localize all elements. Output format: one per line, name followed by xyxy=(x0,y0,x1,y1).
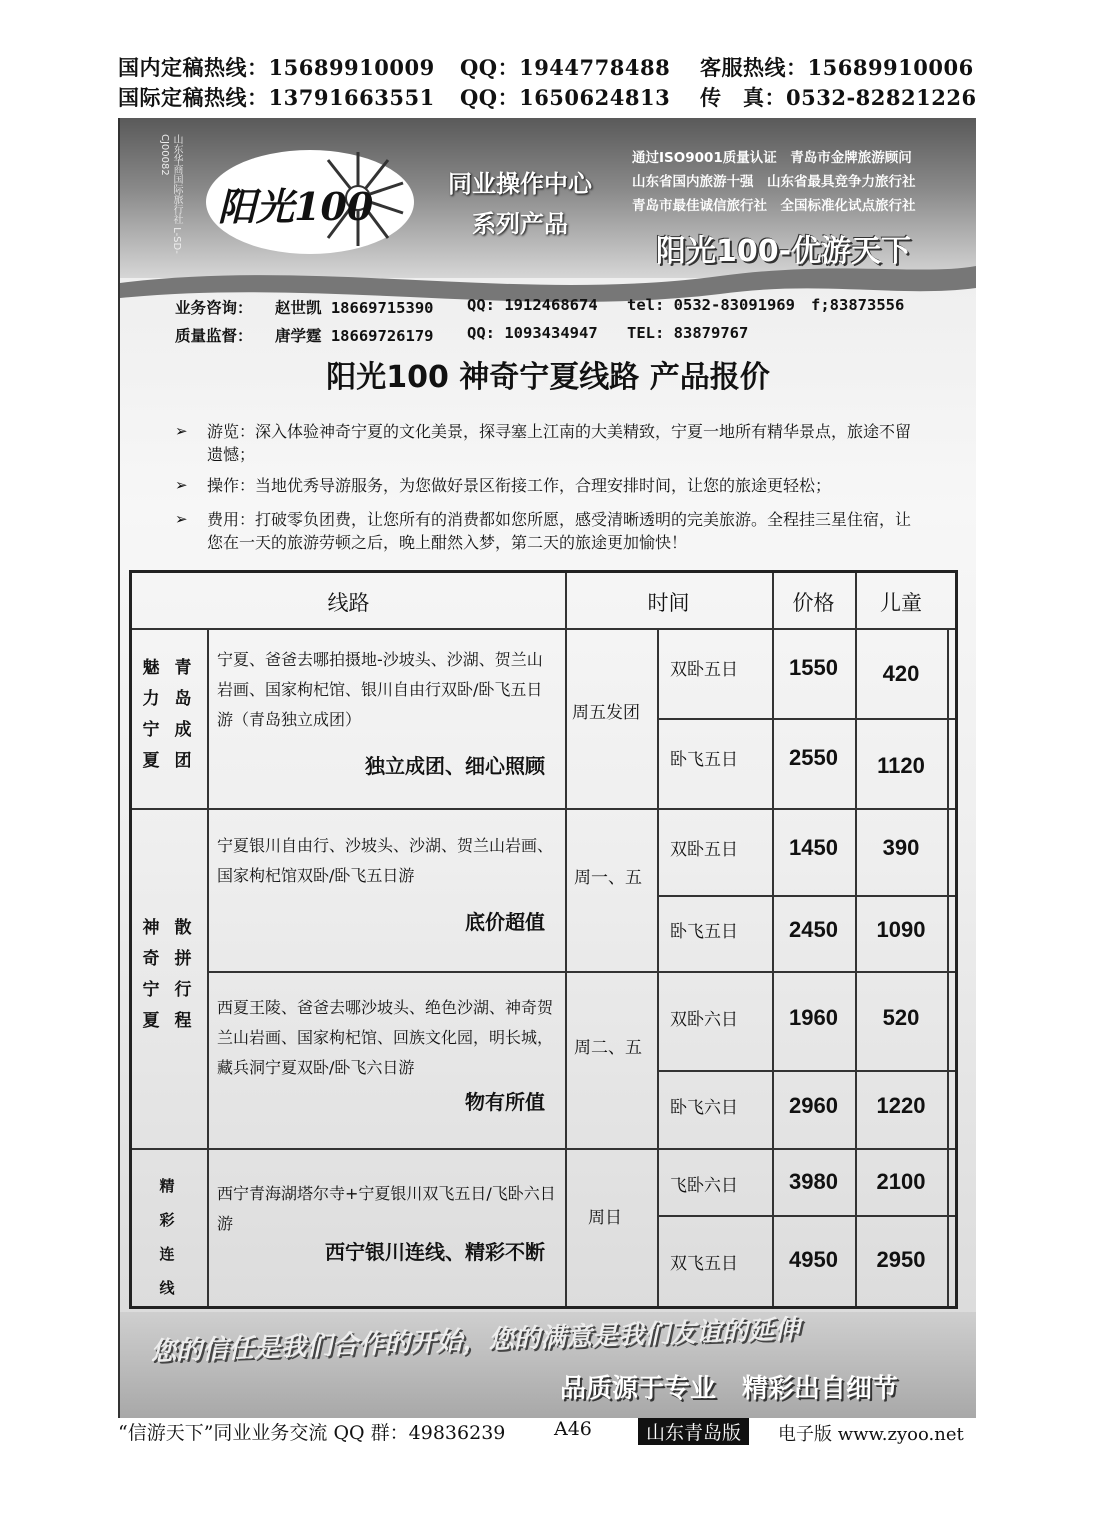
option-child-price: 2950 xyxy=(876,1247,926,1272)
sun-logo-icon xyxy=(198,138,418,258)
option-type: 双飞五日 xyxy=(670,1254,738,1274)
qq-1: QQ：1944778488 xyxy=(460,55,671,80)
option-price: 2550 xyxy=(789,745,838,770)
honors-list xyxy=(632,146,972,218)
option-price: 2450 xyxy=(789,917,838,942)
route-slogan: 西宁银川连线、精彩不断 xyxy=(325,1240,545,1264)
honor-line: 山东省国内旅游十强 山东省最具竞争力旅行社 xyxy=(632,174,916,190)
honor-line: 青岛市最佳诚信旅行社 全国标准化试点旅行社 xyxy=(632,198,916,214)
intl-hotline: 国际定稿热线：13791663551 xyxy=(118,85,435,110)
group-label-left: 神奇宁夏 xyxy=(142,918,160,1031)
bottom-slogan-2: 品质源于专业 精彩出自细节 xyxy=(560,1374,899,1404)
slogan: 阳光100-优游天下 xyxy=(656,234,912,269)
option-price: 1960 xyxy=(789,1005,838,1030)
arrow-bullet-icon: ➢ xyxy=(175,422,188,440)
page-title: 阳光100 神奇宁夏线路 产品报价 xyxy=(326,360,770,395)
bullet-text: 游览：深入体验神奇宁夏的文化美景，探寻塞上江南的大美精致，宁夏一地所有精华景点，旅途不留遗憾； xyxy=(207,422,912,464)
route-desc: 西宁青海湖塔尔寺+宁夏银川双飞五日/飞卧六日游 xyxy=(217,1184,556,1233)
fax: 传 真：0532-82821226 xyxy=(700,85,977,110)
contact-tel: TEL: 83879767 xyxy=(627,324,749,342)
route-days: 周五发团 xyxy=(572,703,640,723)
header-time: 时间 xyxy=(647,591,690,615)
footer-edition: 山东青岛版 xyxy=(638,1418,749,1445)
route-cell xyxy=(217,993,557,1147)
arrow-bullet-icon: ➢ xyxy=(175,476,188,494)
option-child-price: 520 xyxy=(882,1005,920,1030)
contact-label: 质量监督： xyxy=(175,327,253,345)
footer-site: 电子版 www.zyoo.net xyxy=(778,1424,964,1445)
contact-name-phone: 唐学霆 18669726179 xyxy=(275,327,434,345)
route-slogan: 物有所值 xyxy=(465,1090,545,1114)
header-route: 线路 xyxy=(327,591,370,615)
header-child: 儿童 xyxy=(880,591,922,615)
bullet-item xyxy=(175,508,915,554)
option-child-price: 390 xyxy=(882,835,920,860)
domestic-hotline: 国内定稿热线：15689910009 xyxy=(118,55,435,80)
route-cell xyxy=(217,1179,557,1299)
service-hotline: 客服热线：15689910006 xyxy=(700,55,974,80)
center-title-line2: 系列产品 xyxy=(472,210,568,238)
route-days: 周二、五 xyxy=(574,1038,642,1058)
footer-qq-group: “信游天下”同业业务交流 QQ 群：49836239 xyxy=(118,1422,506,1444)
option-price: 4950 xyxy=(789,1247,838,1272)
footer xyxy=(118,1418,978,1448)
contact-tel: tel: 0532-83091969 xyxy=(627,296,795,314)
honor-line: 通过ISO9001质量认证 青岛市金牌旅游顾问 xyxy=(632,150,912,166)
bullet-item xyxy=(175,420,915,466)
contact-name-phone: 赵世凯 18669715390 xyxy=(275,299,434,317)
group-label-left: 精彩连线 xyxy=(159,1177,175,1297)
option-type: 双卧五日 xyxy=(670,840,738,860)
company-vertical-text: 山东华商国际旅行社 L-SD-CJ00082 xyxy=(159,134,182,254)
contact-qq: QQ: 1093434947 xyxy=(467,324,598,342)
advertisement xyxy=(118,118,976,1418)
qq-2: QQ：1650624813 xyxy=(460,85,671,110)
route-days: 周一、五 xyxy=(574,868,642,888)
option-type: 卧飞五日 xyxy=(670,750,738,770)
bullet-text: 操作：当地优秀导游服务，为您做好景区衔接工作，合理安排时间，让您的旅途更轻松； xyxy=(207,476,832,495)
option-type: 卧飞六日 xyxy=(670,1098,738,1118)
route-cell xyxy=(217,831,557,969)
bottom-slogan-1: 您的信任是我们合作的开始，您的满意是我们友谊的延伸 xyxy=(149,1314,801,1368)
bullet-item xyxy=(175,474,915,497)
group-label-right: 青岛成团 xyxy=(174,658,192,771)
option-child-price: 1120 xyxy=(877,753,925,778)
option-child-price: 2100 xyxy=(876,1169,926,1194)
route-slogan: 独立成团、细心照顾 xyxy=(365,754,545,778)
logo-text: 阳光100 xyxy=(218,184,374,229)
contact-qq: QQ: 1912468674 xyxy=(467,296,598,314)
option-child-price: 1090 xyxy=(876,917,926,942)
arrow-bullet-icon: ➢ xyxy=(175,510,188,528)
option-type: 双卧五日 xyxy=(670,660,738,680)
footer-page-number: A46 xyxy=(554,1418,592,1440)
group-label-left: 魅力宁夏 xyxy=(142,658,160,771)
route-cell xyxy=(217,645,557,805)
route-slogan: 底价超值 xyxy=(465,910,545,934)
option-price: 1550 xyxy=(789,655,838,680)
route-days: 周日 xyxy=(588,1208,622,1228)
route-desc: 西夏王陵、爸爸去哪沙坡头、绝色沙湖、神奇贺兰山岩画、国家枸杞馆、回族文化园，明长城，藏兵洞宁夏双卧/卧飞六日游 xyxy=(217,998,554,1077)
price-table xyxy=(129,570,958,1309)
bottom-banner xyxy=(120,1312,976,1418)
center-title-line1: 同业操作中心 xyxy=(448,170,592,198)
contact-fax: f;83873556 xyxy=(811,296,905,314)
option-price: 3980 xyxy=(789,1169,838,1194)
option-type: 卧飞五日 xyxy=(670,922,738,942)
group-label-right: 散拼行程 xyxy=(174,918,192,1031)
route-desc: 宁夏、爸爸去哪拍摄地-沙坡头、沙湖、贺兰山岩画、国家枸杞馆、银川自由行双卧/卧飞五日游（青岛独立成团） xyxy=(217,650,543,729)
route-desc: 宁夏银川自由行、沙坡头、沙湖、贺兰山岩画、国家枸杞馆双卧/卧飞五日游 xyxy=(217,836,554,885)
center-title xyxy=(420,164,620,244)
option-child-price: 420 xyxy=(882,661,920,686)
contact-label: 业务咨询： xyxy=(175,299,253,317)
header-price: 价格 xyxy=(792,591,835,615)
option-type: 双卧六日 xyxy=(670,1010,738,1030)
bullet-text: 费用：打破零负团费，让您所有的消费都如您所愿，感受清晰透明的完美旅游。全程挂三星住宿，让您在一天的旅游劳顿之后，晚上酣然入梦，第二天的旅途更加愉快！ xyxy=(207,510,912,552)
option-type: 飞卧六日 xyxy=(670,1176,738,1196)
option-child-price: 1220 xyxy=(876,1093,926,1118)
option-price: 2960 xyxy=(789,1093,838,1118)
option-price: 1450 xyxy=(789,835,838,860)
